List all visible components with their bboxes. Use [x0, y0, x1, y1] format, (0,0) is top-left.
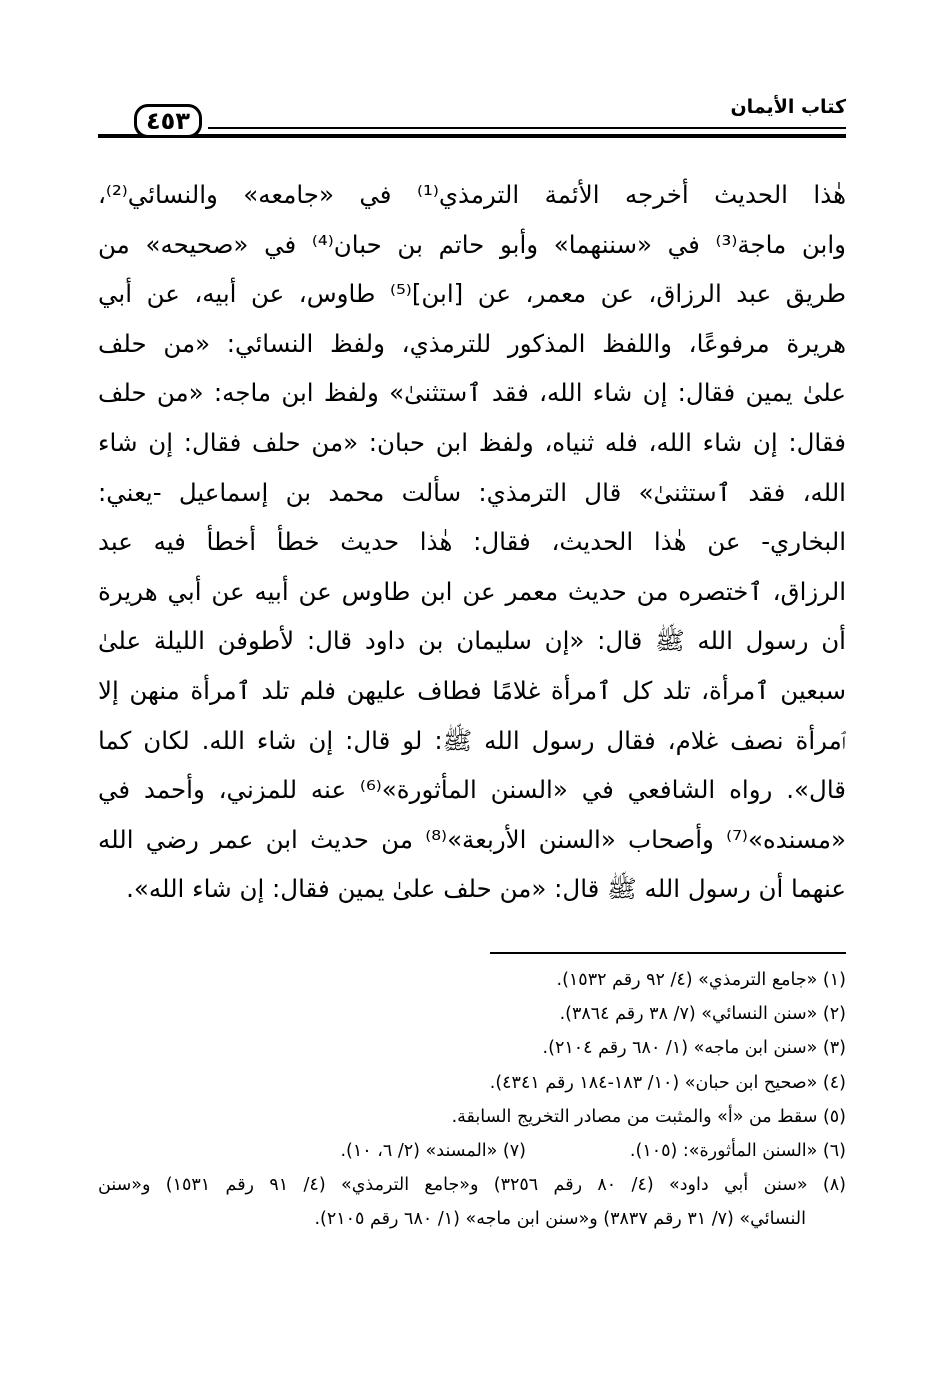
footnote-5: (٥) سقط من «أ» والمثبت من مصادر التخريج السابقة.: [451, 1106, 846, 1127]
body-line: «مسنده»⁽⁷⁾ وأصحاب «السنن الأربعة»⁽⁸⁾ من حديث ابن عمر رضي الله: [98, 824, 846, 854]
footnote-7: (٧) «المسند» (٢/ ٦، ١٠).: [340, 1140, 526, 1161]
page-number: ٤٥٣: [134, 104, 202, 138]
body-line: عنهما أن رسول الله ﷺ قال: «من حلف علىٰ يمين فقال: إن شاء الله».: [126, 874, 846, 904]
footnote-6: (٦) «السنن المأثورة»: (١٠٥).: [629, 1140, 846, 1161]
footnote-8-line-1: (٨) «سنن أبي داود» (٤/ ٨٠ رقم ٣٢٥٦) و«جامع الترمذي» (٤/ ٩١ رقم ١٥٣١) و«سنن: [98, 1175, 846, 1196]
body-line: سبعين ٱمرأة، تلد كل ٱمرأة غلامًا فطاف عليهن فلم تلد ٱمرأة منهن إلا: [98, 675, 846, 705]
footnote-1: (١) «جامع الترمذي» (٤/ ٩٢ رقم ١٥٣٢).: [556, 970, 846, 990]
page-header: [98, 96, 846, 146]
body-line: الرزاق، ٱختصره من حديث معمر عن ابن طاوس عن أبيه عن أبي هريرة: [98, 576, 846, 606]
body-line: فقال: إن شاء الله، فله ثنياه، ولفظ ابن حبان: «من حلف فقال: إن شاء: [98, 427, 846, 457]
main-text: [98, 170, 846, 914]
footnote-row-6-7: [98, 1134, 846, 1168]
body-line: هٰذا الحديث أخرجه الأئمة الترمذي⁽¹⁾ في «جامعه» والنسائي⁽²⁾،: [98, 180, 846, 209]
footnote-2: (٢) «سنن النسائي» (٧/ ٣٨ رقم ٣٨٦٤).: [559, 1004, 846, 1025]
body-line: علىٰ يمين فقال: إن شاء الله، فقد ٱستثنىٰ» ولفظ ابن ماجه: «من حلف: [98, 378, 846, 408]
body-line: الله، فقد ٱستثنىٰ» قال الترمذي: سألت محمد بن إسماعيل -يعني:: [98, 477, 846, 507]
body-line: البخاري- عن هٰذا الحديث، فقال: هٰذا حديث خطأ أخطأ فيه عبد: [98, 527, 846, 557]
body-line: طريق عبد الرزاق، عن معمر، عن [ابن]⁽⁵⁾ طاوس، عن أبيه، عن أبي: [98, 279, 846, 309]
footnote-separator: [490, 952, 846, 954]
body-line: أن رسول الله ﷺ قال: «إن سليمان بن داود قال: لأطوفن الليلة علىٰ: [98, 626, 846, 656]
footnotes: [98, 963, 846, 1237]
footnote-3: (٣) «سنن ابن ماجه» (١/ ٦٨٠ رقم ٢١٠٤).: [542, 1038, 846, 1059]
body-line: وابن ماجة⁽³⁾ في «سننهما» وأبو حاتم بن حبان⁽⁴⁾ في «صحيحه» من: [98, 229, 846, 259]
book-title: كتاب الأيمان: [722, 96, 846, 118]
body-line: ٱمرأة نصف غلام، فقال رسول الله ﷺ: لو قال: إن شاء الله. لكان كما: [98, 725, 846, 755]
header-rule-thick: [98, 134, 846, 138]
body-line: قال». رواه الشافعي في «السنن المأثورة»⁽⁶⁾ عنه للمزني، وأحمد في: [98, 775, 846, 805]
body-line: هريرة مرفوعًا، واللفظ المذكور للترمذي، ولفظ النسائي: «من حلف: [98, 328, 846, 358]
header-rule-thin: [208, 127, 846, 129]
footnote-4: (٤) «صحيح ابن حبان» (١٠/ ١٨٣-١٨٤ رقم ٤٣٤١).: [489, 1072, 846, 1093]
footnote-8-line-2: النسائي» (٧/ ٣١ رقم ٣٨٣٧) و«سنن ابن ماجه» (١/ ٦٨٠ رقم ٢١٠٥).: [314, 1209, 806, 1230]
